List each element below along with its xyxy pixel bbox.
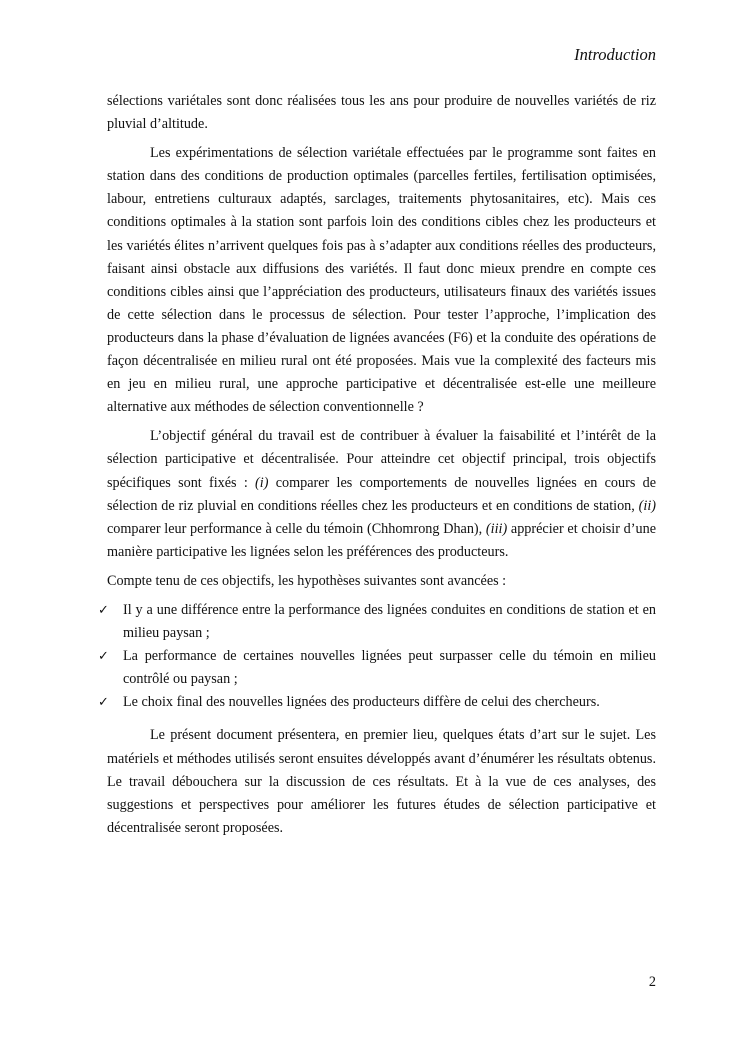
checkmark-icon: ✓ xyxy=(98,649,109,665)
running-header: Introduction xyxy=(574,45,656,64)
list-item xyxy=(98,691,656,714)
page-number: 2 xyxy=(648,974,656,990)
objectives-text-3: comparer leur performance à celle du témoin (Chhomrong Dhan), xyxy=(107,520,486,537)
list-item xyxy=(98,599,656,645)
objectives-text-2: comparer les comportements de nouvelles lignées en cours de sélection de riz pluvial en conditions réelles chez les producteurs et en conditions de station, xyxy=(107,474,656,514)
hypotheses-list xyxy=(98,599,656,714)
objectives-text-4: apprécier et choisir d’une manière participative les lignées selon les préférences des producteurs. xyxy=(107,520,656,560)
paragraph-hypotheses-intro: Compte tenu de ces objectifs, les hypothèses suivantes sont avancées : xyxy=(107,572,507,589)
paragraph-experimentations: Les expérimentations de sélection variétale effectuées par le programme sont faites en station dans des conditions de production optimales (parcelles fertiles, fertilisation optimisées, labour, entretiens culturaux adaptés, sarclages, traitements phytosanitaires, etc). Mais ces conditions optimales à la station sont parfois loin des conditions cibles chez les producteurs et les variétés élites n’arrivent quelques fois pas à s’adapter aux conditions réelles des producteurs, faisant ainsi obstacle aux diffusions des variétés. Il faut donc mieux prendre en compte ces conditions cibles ainsi que l’appréciation des producteurs, utilisateurs finaux des variétés issues de cette sélection dans le processus de sélection. Pour tester l’approche, l’implication des producteurs dans la phase d’évaluation de lignées avancées (F6) et la conduite des opérations de façon décentralisée en milieu rural ont été proposées. Mais vue la complexité des facteurs mis en jeu en milieu rural, une approche participative et décentralisée est-elle une meilleure alternative aux méthodes de sélection conventionnelle ? xyxy=(107,145,656,416)
objectives-text-1: L’objectif général du travail est de contribuer à évaluer la faisabilité et l’intérêt de la sélection participative et décentralisée. Pour atteindre cet objectif principal, trois objectifs spécifiques sont fixés : xyxy=(107,428,656,491)
page-body xyxy=(98,90,656,840)
hypothesis-text: Il y a une différence entre la performance des lignées conduites en conditions de station et en milieu paysan ; xyxy=(123,601,656,642)
objective-marker-ii: (ii) xyxy=(638,497,656,514)
hypothesis-text: La performance de certaines nouvelles lignées peut surpasser celle du témoin en milieu contrôlé ou paysan ; xyxy=(123,648,656,688)
checkmark-icon: ✓ xyxy=(98,602,109,618)
paragraph-objectives xyxy=(107,425,656,564)
hypothesis-text: Le choix final des nouvelles lignées des producteurs diffère de celui des chercheurs. xyxy=(123,694,600,711)
checkmark-icon: ✓ xyxy=(98,695,109,711)
list-item xyxy=(98,645,656,691)
objective-marker-i: (i) xyxy=(255,474,269,491)
paragraph-continuation: sélections variétales sont donc réalisées tous les ans pour produire de nouvelles variétés de riz pluvial d’altitude. xyxy=(107,93,656,133)
paragraph-document-outline: Le présent document présentera, en premier lieu, quelques états d’art sur le sujet. Les matériels et méthodes utilisés seront ensuites développés avant d’énumérer les résultats obtenus. Le travail débouchera sur la discussion de ces résultats. Et à la vue de ces analyses, des suggestions et perspectives pour améliorer les futures études de sélection participative et décentralisée seront proposées. xyxy=(107,727,656,836)
objective-marker-iii: (iii) xyxy=(485,520,508,537)
